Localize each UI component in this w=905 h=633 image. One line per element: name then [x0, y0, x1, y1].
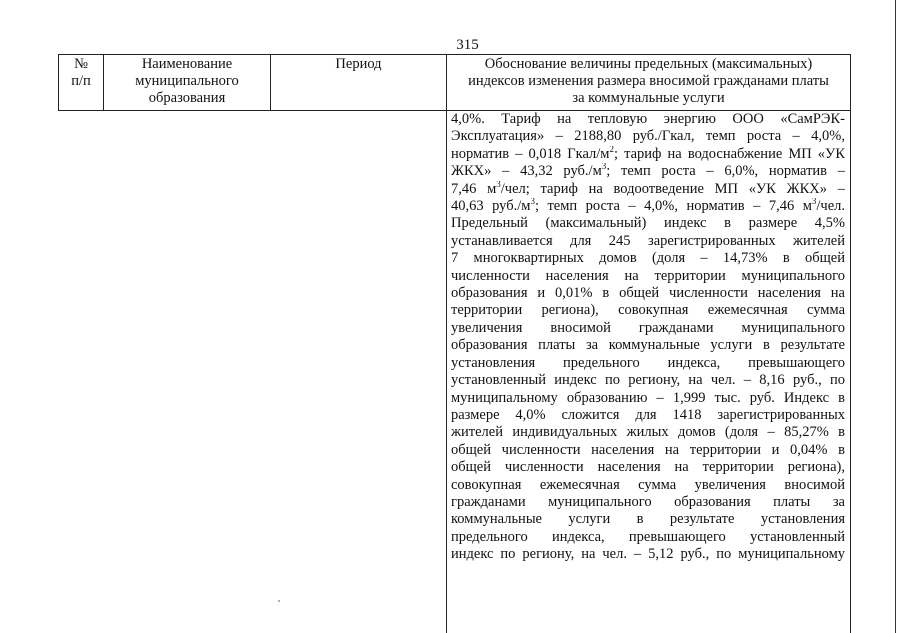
justification-line: Предельный (максимальный) индекс в размере 4,5% [451, 215, 845, 232]
justification-line: образования платы за коммунальные услуги в результате [451, 337, 845, 354]
justification-line: 40,63 $руб./м^3$; темп роста – 4,0%, норматив – 7,46 $м^3$/чел. [451, 198, 845, 215]
header-justification-line-3: за коммунальные услуги [572, 90, 725, 106]
header-number-line-2: п/п [71, 73, 91, 89]
header-period-line-1: Период [335, 56, 382, 72]
justification-line: образования и 0,01% в общей численности населения на [451, 285, 845, 302]
justification-line: предельного индекса, превышающего установленный [451, 528, 845, 545]
justification-line: численности населения на территории муниципального [451, 267, 845, 284]
justification-line: территории региона), совокупная ежемесячная сумма [451, 302, 845, 319]
col-separator-3 [446, 54, 447, 633]
header-municipality-line-3: образования [148, 90, 226, 106]
header-justification-line-1: Обоснование величины предельных (максимальных) [484, 56, 813, 72]
justification-line: установленный индекс по региону, на чел. – 8,16 руб., по [451, 372, 845, 389]
justification-line: 4,0%. Тариф на тепловую энергию ООО «СамРЭК- [451, 111, 845, 127]
header-period [271, 56, 446, 108]
justification-line: жителей индивидуальных жилых домов (доля – 85,27% в [451, 424, 845, 441]
justification-line: 7,46 $м^3$/чел; тариф на водоотведение МП «УК ЖКХ» – [451, 180, 845, 197]
scan-edge [895, 0, 896, 633]
justification-line: увеличения вносимой гражданами муниципального [451, 319, 845, 336]
justification-line: муниципальному образованию – 1,999 тыс. руб. Индекс в [451, 389, 845, 406]
header-justification-line-2: индексов изменения размера вносимой гражданами платы [468, 73, 829, 89]
header-municipality-line-1: Наименование [141, 56, 233, 72]
justification-line: гражданами муниципального образования платы за [451, 493, 845, 510]
justification-line: индекс по региону, на чел. – 5,12 руб., по муниципальному [451, 546, 845, 563]
justification-line: коммунальные услуги в результате установления [451, 511, 845, 528]
header-number [59, 56, 103, 108]
justification-line: 7 многоквартирных домов (доля – 14,73% в общей [451, 250, 845, 267]
justification-text [451, 111, 845, 564]
page-number: 315 [456, 37, 479, 53]
justification-line: совокупная ежемесячная сумма увеличения вносимой [451, 476, 845, 493]
justification-line: устанавливается для 245 зарегистрированных жителей [451, 232, 845, 249]
header-justification [447, 56, 850, 108]
justification-line: норматив – 0,018 Гкал/$м^2$; тариф на водоснабжение МП «УК [451, 145, 845, 162]
table-top-border [58, 54, 851, 55]
header-municipality-line-2: муниципального [135, 73, 239, 89]
justification-line: ЖКХ» – 43,32 $руб./м^3$; темп роста – 6,0%, норматив – [451, 163, 845, 180]
scan-speck [278, 600, 280, 602]
header-number-line-1: № [74, 56, 88, 72]
justification-line: установления предельного индекса, превышающего [451, 354, 845, 371]
justification-line: Эксплуатация» – 2188,80 руб./Гкал, темп роста – 4,0%, [451, 128, 845, 145]
justification-line: общей численности населения на территории и 0,04% в [451, 441, 845, 458]
justification-line: размере 4,0% сложится для 1418 зарегистрированных [451, 406, 845, 423]
header-municipality [104, 56, 270, 108]
justification-line: общей численности населения на территории региона), [451, 459, 845, 476]
table-right-border [850, 54, 851, 633]
